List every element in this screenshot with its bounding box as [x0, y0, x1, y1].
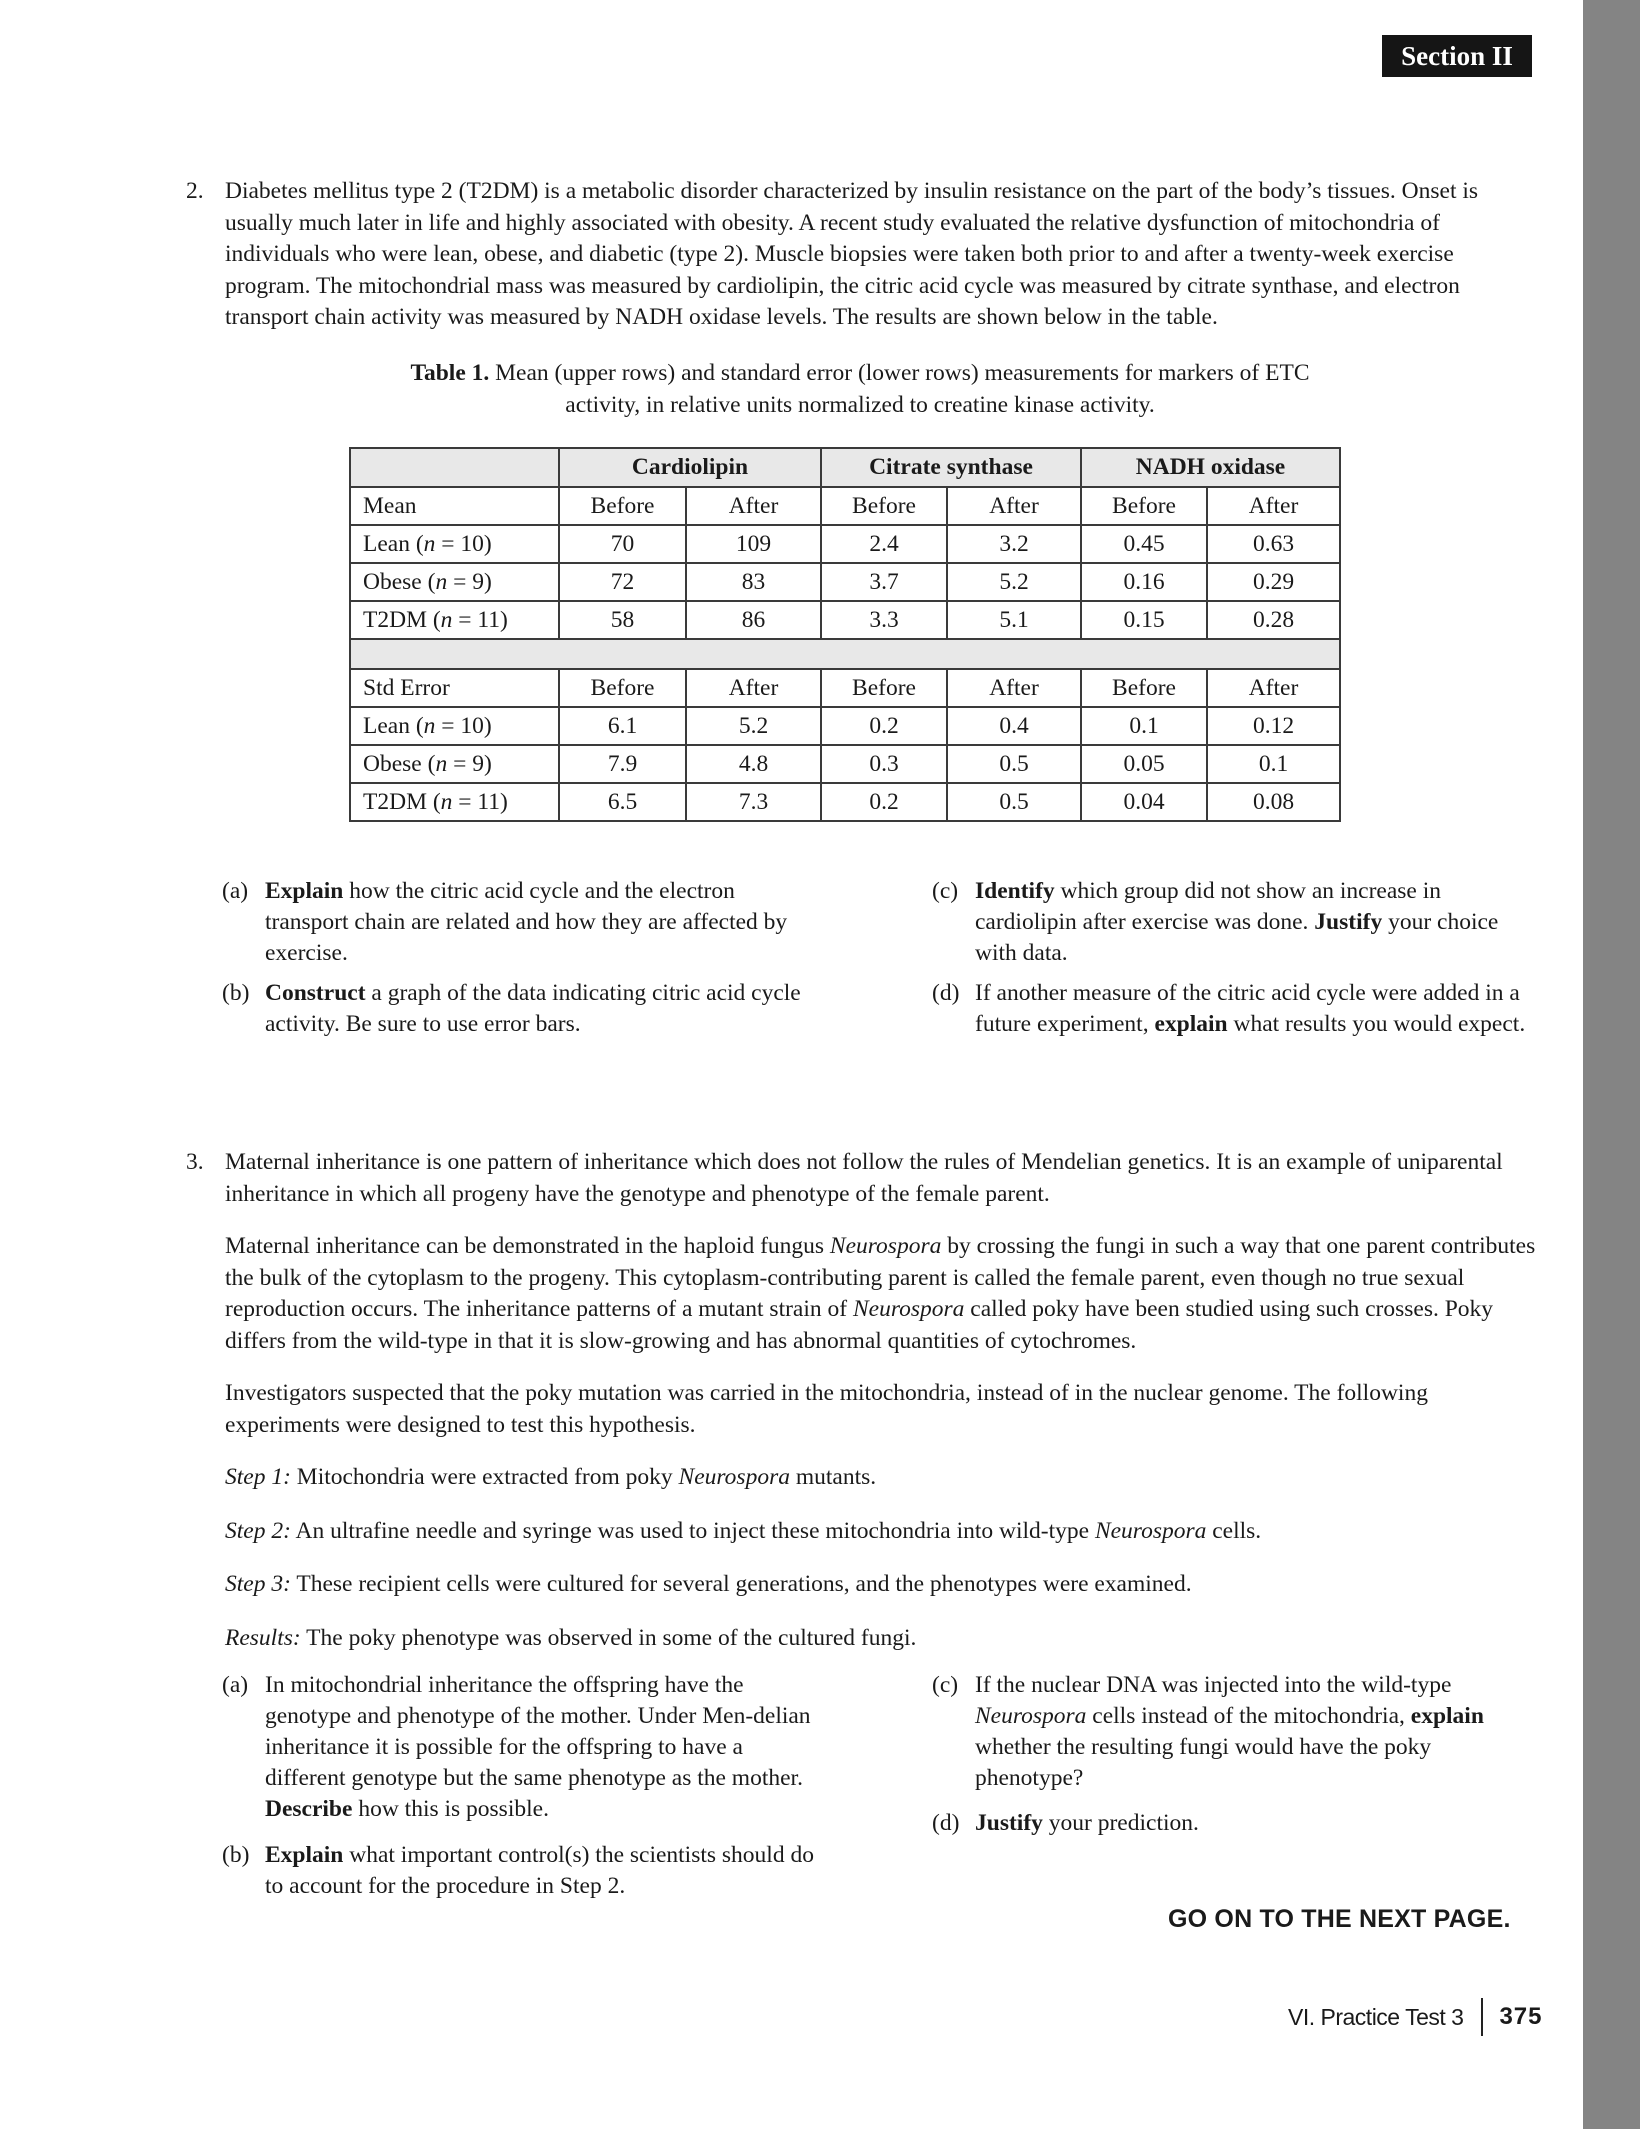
row-label: Lean (n = 10): [350, 525, 559, 563]
table-cell: 0.5: [947, 783, 1081, 821]
table-group-header-row: [350, 448, 1340, 487]
q2-part-c: (c) Identify which group did not show an increase in cardiolipin after exercise was done. Justify your choice with data.: [932, 878, 1499, 966]
table-cell: 0.15: [1081, 601, 1207, 639]
column-header: Before: [821, 669, 947, 707]
q3-part-d: (d) Justify your prediction.: [932, 1810, 1199, 1836]
table-row: [350, 525, 1340, 563]
row-label: T2DM (n = 11): [350, 783, 559, 821]
table-cell: 3.7: [821, 563, 947, 601]
table-cell: 0.63: [1207, 525, 1340, 563]
table-cell: 0.5: [947, 745, 1081, 783]
question-3: [186, 1147, 1536, 1654]
q3-paragraph-2: Maternal inheritance can be demonstrated in the haploid fungus Neurospora by crossing the fungi in such a way that one parent contributes the bulk of the cytoplasm to the progeny. This cytoplasm-contributing parent is called the female parent, even though no true sexual reproduction occurs. The inheritance patterns of a mutant strain of Neurospora called poky have been studied using such crosses. Poky differs from the wild-type in that it is slow-growing and has abnormal quantities of cytochromes.: [225, 1233, 1536, 1354]
question-2: [186, 176, 1536, 334]
table-mean-header-row: [350, 487, 1340, 525]
table-cell: 58: [559, 601, 686, 639]
table-cell: 7.3: [686, 783, 821, 821]
table-corner-cell: [350, 448, 559, 487]
table-row: [350, 783, 1340, 821]
column-header: After: [686, 669, 821, 707]
page-number: 375: [1499, 2003, 1543, 2030]
row-label: Mean: [350, 487, 559, 525]
q2-part-b: (b) Construct a graph of the data indicating citric acid cycle activity. Be sure to use error bars.: [222, 980, 801, 1037]
row-label: Obese (n = 9): [350, 563, 559, 601]
table-cell: 0.2: [821, 783, 947, 821]
row-label: Lean (n = 10): [350, 707, 559, 745]
column-header: After: [947, 669, 1081, 707]
table-cell: 5.1: [947, 601, 1081, 639]
page-footer: [1288, 1996, 1542, 2038]
table-cell: 3.2: [947, 525, 1081, 563]
table-separator: [350, 639, 1340, 669]
table-cell: 0.04: [1081, 783, 1207, 821]
table-row: [350, 601, 1340, 639]
go-on-next-page: GO ON TO THE NEXT PAGE.: [1168, 1905, 1511, 1933]
table-cell: 2.4: [821, 525, 947, 563]
table-cell: 109: [686, 525, 821, 563]
footer-divider: [1481, 1998, 1483, 2036]
q3-part-a: (a) In mitochondrial inheritance the offspring have the genotype and phenotype of the mother. Under Men-delian inheritance it is possible for the offspring to have a different genotype but the same phenotype as the mother. Describe how this is possible.: [222, 1672, 811, 1822]
table-cell: 72: [559, 563, 686, 601]
column-header: After: [1207, 669, 1340, 707]
column-header: Before: [559, 669, 686, 707]
row-label: Std Error: [350, 669, 559, 707]
table-cell: 3.3: [821, 601, 947, 639]
table-row: [350, 745, 1340, 783]
data-table: [349, 447, 1341, 822]
q3-step-2: Step 2: An ultrafine needle and syringe was used to inject these mitochondria into wild-type Neurospora cells.: [225, 1517, 1262, 1544]
q2-part-d: (d) If another measure of the citric acid cycle were added in a future experiment, explain what results you would expect.: [932, 980, 1526, 1037]
table-cell: 0.3: [821, 745, 947, 783]
table-cell: 5.2: [686, 707, 821, 745]
table-cell: 83: [686, 563, 821, 601]
table-cell: 0.16: [1081, 563, 1207, 601]
column-header: Before: [1081, 487, 1207, 525]
table-cell: 0.1: [1207, 745, 1340, 783]
page-edge-bar: [1583, 0, 1640, 2129]
table-cell: 0.2: [821, 707, 947, 745]
column-header: After: [686, 487, 821, 525]
column-header: After: [1207, 487, 1340, 525]
table-caption-text: Mean (upper rows) and standard error (lower rows) measurements for markers of ETC activity, in relative units normalized to creatine kinase activity.: [489, 360, 1310, 418]
table-cell: 6.1: [559, 707, 686, 745]
column-header: Before: [559, 487, 686, 525]
question-number: 3.: [186, 1149, 204, 1175]
row-label: T2DM (n = 11): [350, 601, 559, 639]
row-label: Obese (n = 9): [350, 745, 559, 783]
table-cell: 86: [686, 601, 821, 639]
table-caption-label: Table 1.: [410, 360, 490, 386]
question-number: 2.: [186, 178, 204, 204]
table-cell: 70: [559, 525, 686, 563]
table-cell: 5.2: [947, 563, 1081, 601]
q3-step-1: Step 1: Mitochondria were extracted from poky Neurospora mutants.: [225, 1464, 877, 1490]
column-header: Before: [821, 487, 947, 525]
table-cell: 4.8: [686, 745, 821, 783]
table-cell: 0.28: [1207, 601, 1340, 639]
q3-part-b: (b) Explain what important control(s) the scientists should do to account for the procedure in Step 2.: [222, 1842, 814, 1899]
table-row: [350, 707, 1340, 745]
table-cell: 0.4: [947, 707, 1081, 745]
q3-results: Results: The poky phenotype was observed in some of the cultured fungi.: [225, 1624, 917, 1651]
table-cell: 0.1: [1081, 707, 1207, 745]
table-cell: 0.29: [1207, 563, 1340, 601]
section-badge: Section II: [1382, 35, 1532, 77]
q2-part-a: (a) Explain how the citric acid cycle and the electron transport chain are related and how they are affected by exercise.: [222, 878, 788, 966]
group-header: Cardiolipin: [559, 448, 821, 487]
table-cell: 0.08: [1207, 783, 1340, 821]
q3-part-c: (c) If the nuclear DNA was injected into the wild-type Neurospora cells instead of the mitochondria, explain whether the resulting fungi would have the poky phenotype?: [932, 1672, 1484, 1791]
table-row: [350, 563, 1340, 601]
q3-paragraph-1: Maternal inheritance is one pattern of inheritance which does not follow the rules of Mendelian genetics. It is an example of uniparental inheritance in which all progeny have the genotype and phenotype of the female parent.: [225, 1149, 1503, 1207]
table-cell: 6.5: [559, 783, 686, 821]
q3-step-3: Step 3: These recipient cells were cultured for several generations, and the phenotypes were examined.: [225, 1571, 1192, 1597]
table-caption: [380, 357, 1340, 421]
column-header: Before: [1081, 669, 1207, 707]
table-separator-row: [350, 639, 1340, 669]
footer-section-label: VI. Practice Test 3: [1288, 2003, 1464, 2030]
group-header: Citrate synthase: [821, 448, 1081, 487]
table-cell: 0.45: [1081, 525, 1207, 563]
table-se-header-row: [350, 669, 1340, 707]
table-cell: 0.12: [1207, 707, 1340, 745]
table-cell: 0.05: [1081, 745, 1207, 783]
question-intro: Diabetes mellitus type 2 (T2DM) is a metabolic disorder characterized by insulin resistance on the part of the body’s tissues. Onset is usually much later in life and highly associated with obesity. A recent study evaluated the relative dysfunction of mitochondria of individuals who were lean, obese, and diabetic (type 2). Muscle biopsies were taken both prior to and after a twenty-week exercise program. The mitochondrial mass was measured by cardiolipin, the citric acid cycle was measured by citrate synthase, and electron transport chain activity was measured by NADH oxidase levels. The results are shown below in the table.: [225, 178, 1479, 330]
q3-paragraph-3: Investigators suspected that the poky mutation was carried in the mitochondria, instead of in the nuclear genome. The following experiments were designed to test this hypothesis.: [225, 1380, 1428, 1438]
group-header: NADH oxidase: [1081, 448, 1340, 487]
table-cell: 7.9: [559, 745, 686, 783]
column-header: After: [947, 487, 1081, 525]
